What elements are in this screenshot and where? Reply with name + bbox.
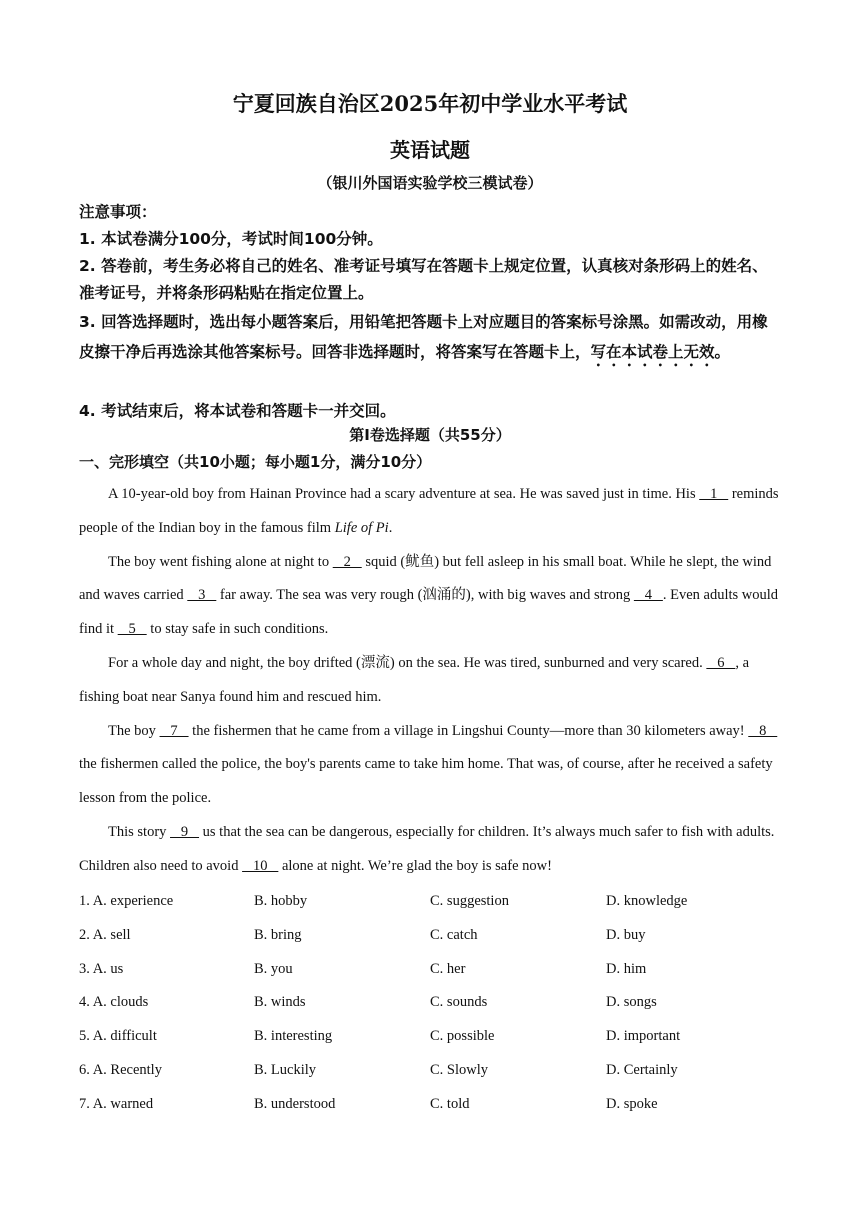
notice-item-3-text: 3. 回答选择题时，选出每小题答案后，用铅笔把答题卡上对应题目的答案标号涂黑。如需改动，用橡皮擦干净后再选涂其他答案标号。回答非选择题时，将答案写在答题卡上，: [79, 313, 768, 361]
option-c: C. told: [430, 1095, 470, 1112]
text: us that the sea can be dangerous, especially for children. It’s always much safer to fish with adults. Children also need to avoid: [79, 823, 775, 874]
text: The boy went fishing alone at night to: [108, 553, 333, 570]
option-b: B. you: [254, 960, 293, 977]
text: For a whole day and night, the boy drifted (漂流) on the sea. He was tired, sunburned and very scared.: [108, 654, 707, 671]
option-row: [79, 885, 781, 919]
option-b: B. interesting: [254, 1028, 333, 1045]
text: alone at night. We’re glad the boy is safe now!: [278, 857, 552, 874]
notice-item-3: [79, 307, 781, 370]
option-c: C. catch: [430, 926, 478, 943]
paragraph-3: [79, 647, 781, 715]
text: far away. The sea was very rough (汹涌的), with big waves and strong: [216, 587, 634, 604]
option-d: D. Certainly: [606, 1061, 678, 1078]
option-row: [79, 986, 781, 1020]
blank-9: 9: [170, 823, 200, 840]
text: to stay safe in such conditions.: [146, 621, 329, 638]
exam-source: （银川外国语实验学校三模试卷）: [317, 174, 543, 192]
option-a: 1. A. experience: [79, 893, 174, 909]
part-title: 一、完形填空（共10小题；每小题1分，满分10分）: [79, 453, 432, 471]
option-c: C. sounds: [430, 994, 488, 1011]
option-a: 4. A. clouds: [79, 994, 149, 1011]
text: The boy: [108, 722, 160, 739]
notice-item-1: 1. 本试卷满分100分，考试时间100分钟。: [79, 230, 383, 248]
blank-1: 1: [699, 486, 729, 502]
notice-item-3-emphasis: 写在本试卷上无效: [590, 343, 715, 361]
notice-item-2: 2. 答卷前，考生务必将自己的姓名、准考证号填写在答题卡上规定位置，认真核对条形码上的姓名、准考证号，并将条形码粘贴在指定位置上。: [79, 257, 768, 302]
option-row: [79, 1088, 781, 1122]
option-a: 6. A. Recently: [79, 1061, 162, 1078]
option-d: D. important: [606, 1028, 681, 1045]
option-row: [79, 1020, 781, 1054]
text: A 10-year-old boy from Hainan Province had a scary adventure at sea. He was saved just in time. His: [108, 486, 700, 502]
paragraph-4: [79, 715, 781, 816]
option-d: D. buy: [606, 926, 646, 943]
exam-title: 宁夏回族自治区2025年初中学业水平考试: [232, 91, 628, 116]
option-a: 5. A. difficult: [79, 1028, 157, 1045]
text: squid (鱿鱼) but fell asleep in his small boat. While he slept, the wind and waves carried: [79, 553, 772, 604]
film-title: Life of Pi: [334, 519, 389, 536]
option-b: B. winds: [254, 994, 306, 1011]
blank-6: 6: [706, 654, 736, 671]
cloze-passage: [79, 478, 781, 884]
paragraph-2: [79, 546, 781, 647]
text: reminds people of the Indian boy in the famous film: [79, 486, 779, 536]
blank-2: 2: [332, 553, 362, 570]
text: . Even adults would find it: [79, 587, 779, 638]
paragraph-5: [79, 816, 781, 884]
option-b: B. understood: [254, 1095, 336, 1112]
notice-item-3-end: 。: [714, 343, 731, 361]
notice-heading: 注意事项：: [79, 203, 157, 221]
option-b: B. hobby: [254, 893, 308, 909]
blank-4: 4: [633, 587, 663, 604]
option-d: D. him: [606, 960, 647, 977]
option-b: B. bring: [254, 926, 302, 943]
blank-7: 7: [159, 722, 189, 739]
option-a: 7. A. warned: [79, 1095, 154, 1112]
exam-subject: 英语试题: [390, 138, 470, 162]
option-a: 3. A. us: [79, 960, 124, 977]
option-c: C. Slowly: [430, 1061, 489, 1078]
option-d: D. knowledge: [606, 893, 688, 909]
option-b: B. Luckily: [254, 1061, 317, 1078]
answer-options: [79, 885, 781, 1122]
option-c: C. suggestion: [430, 893, 509, 909]
option-c: C. her: [430, 960, 466, 977]
option-a: 2. A. sell: [79, 926, 131, 943]
option-row: [79, 919, 781, 953]
text: the fishermen called the police, the boy's parents came to take him home. That was, of course, after he received a safety lesson from the police.: [79, 756, 773, 807]
text: .: [388, 519, 393, 536]
notice-item-4: 4. 考试结束后，将本试卷和答题卡一并交回。: [79, 402, 396, 420]
blank-5: 5: [117, 621, 147, 638]
option-d: D. spoke: [606, 1095, 658, 1112]
paragraph-1: [79, 478, 781, 546]
option-d: D. songs: [606, 994, 657, 1011]
blank-3: 3: [187, 587, 217, 604]
text: , a fishing boat near Sanya found him and rescued him.: [79, 654, 750, 705]
blank-8: 8: [748, 722, 778, 739]
section-title: 第Ⅰ卷选择题（共55分）: [349, 426, 511, 444]
option-row: [79, 953, 781, 987]
text: This story: [108, 823, 171, 840]
option-c: C. possible: [430, 1028, 495, 1045]
blank-10: 10: [242, 857, 279, 874]
text: the fishermen that he came from a village in Lingshui County—more than 30 kilometers away!: [188, 722, 749, 739]
option-row: [79, 1054, 781, 1088]
